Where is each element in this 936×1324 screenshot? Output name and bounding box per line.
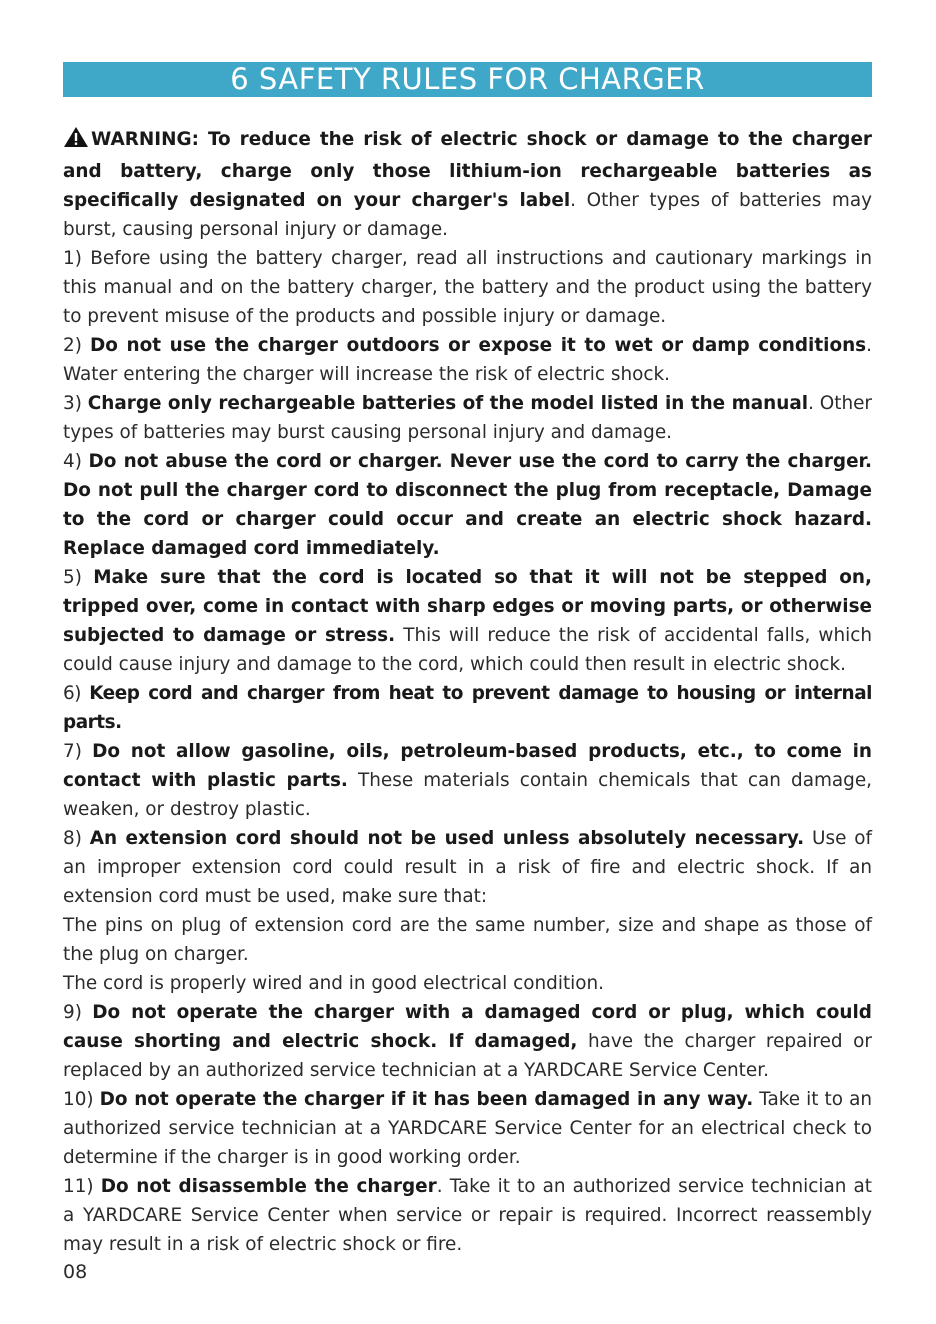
rule-9 xyxy=(63,998,872,1085)
rule-text: This will reduce the risk of accidental falls, which could cause injury and damage to the cord, which could then result in electric shock. xyxy=(63,625,872,675)
rule-text: Take it to an authorized service technician at a YARDCARE Service Center for an electrical check to determine if the charger is in good working order. xyxy=(63,1089,872,1168)
rule-text: The cord is properly wired and in good electrical condition. xyxy=(63,973,605,994)
rule-text: The pins on plug of extension cord are the same number, size and shape as those of the plug on charger. xyxy=(63,915,872,965)
rule-bold-text: Do not allow gasoline, oils, petroleum-based products, etc., to come in contact with plastic parts. xyxy=(63,741,872,791)
safety-rules-content xyxy=(63,125,872,1259)
rule-number: 7) xyxy=(63,741,93,762)
rule-10 xyxy=(63,1085,872,1172)
rule-bold-text: Do not abuse the cord or charger. Never use the cord to carry the charger. Do not pull the charger cord to disconnect the plug from receptacle, Damage to the cord or charger could occur and create an electric shock hazard. Replace damaged cord immediately. xyxy=(63,451,872,559)
rule-bold-text: Keep cord and charger from heat to prevent damage to housing or internal parts. xyxy=(63,683,873,733)
rule-number: 10) xyxy=(63,1089,100,1110)
rule-number: 5) xyxy=(63,567,94,588)
rule-8-condition-1 xyxy=(63,911,872,969)
rule-8-condition-2 xyxy=(63,969,872,998)
rule-text: Use of an improper extension cord could result in a risk of fire and electric shock. If an extension cord must be used, make sure that: xyxy=(63,828,872,907)
rule-7 xyxy=(63,737,872,824)
rule-text: These materials contain chemicals that can damage, weaken, or destroy plastic. xyxy=(63,770,872,820)
warning-text: . Other types of batteries may burst, causing personal injury or damage. xyxy=(63,190,872,240)
page-number: 08 xyxy=(63,1261,88,1283)
rule-number: 1) xyxy=(63,248,91,269)
rule-number: 4) xyxy=(63,451,89,472)
rule-bold-text: An extension cord should not be used unless absolutely necessary. xyxy=(89,828,805,849)
warning-paragraph xyxy=(63,125,872,244)
rule-4 xyxy=(63,447,872,563)
rule-bold-text: Charge only rechargeable batteries of the model listed in the manual xyxy=(87,393,809,414)
rule-bold-text: Do not operate the charger with a damaged cord or plug, which could cause shorting and electric shock. If damaged, xyxy=(63,1002,872,1052)
rule-5 xyxy=(63,563,872,679)
rule-text: . Other types of batteries may burst causing personal injury and damage. xyxy=(63,393,872,443)
rule-3 xyxy=(63,389,872,447)
rule-text: have the charger repaired or replaced by an authorized service technician at a YARDCARE Service Center. xyxy=(63,1031,872,1081)
rule-number: 6) xyxy=(63,683,90,704)
rule-number: 11) xyxy=(63,1176,101,1197)
rule-2 xyxy=(63,331,872,389)
rule-1 xyxy=(63,244,872,331)
rule-number: 3) xyxy=(63,393,88,414)
rule-bold-text: Do not operate the charger if it has been damaged in any way. xyxy=(99,1089,754,1110)
rule-bold-text: Do not use the charger outdoors or expose it to wet or damp conditions xyxy=(89,335,867,356)
section-title: 6 SAFETY RULES FOR CHARGER xyxy=(63,62,872,97)
rule-11 xyxy=(63,1172,872,1259)
rule-number: 9) xyxy=(63,1002,93,1023)
warning-triangle-icon xyxy=(63,126,89,157)
rule-8 xyxy=(63,824,872,911)
rule-number: 2) xyxy=(63,335,90,356)
rule-text: . Water entering the charger will increase the risk of electric shock. xyxy=(63,335,872,385)
rule-6 xyxy=(63,679,872,737)
rule-number: 8) xyxy=(63,828,90,849)
warning-bold-text: WARNING: To reduce the risk of electric shock or damage to the charger and battery, charge only those lithium-ion rechargeable batteries as specifically designated on your charger's label xyxy=(63,129,872,211)
rule-bold-text: Make sure that the cord is located so that it will not be stepped on, tripped over, come in contact with sharp edges or moving parts, or otherwise subjected to damage or stress. xyxy=(63,567,872,646)
rule-text: Before using the battery charger, read all instructions and cautionary markings in this manual and on the battery charger, the battery and the product using the battery to prevent misuse of the products and possible injury or damage. xyxy=(63,248,872,327)
rule-text: . Take it to an authorized service technician at a YARDCARE Service Center when service or repair is required. Incorrect reassembly may result in a risk of electric shock or fire. xyxy=(63,1176,872,1255)
rule-bold-text: Do not disassemble the charger xyxy=(100,1176,437,1197)
